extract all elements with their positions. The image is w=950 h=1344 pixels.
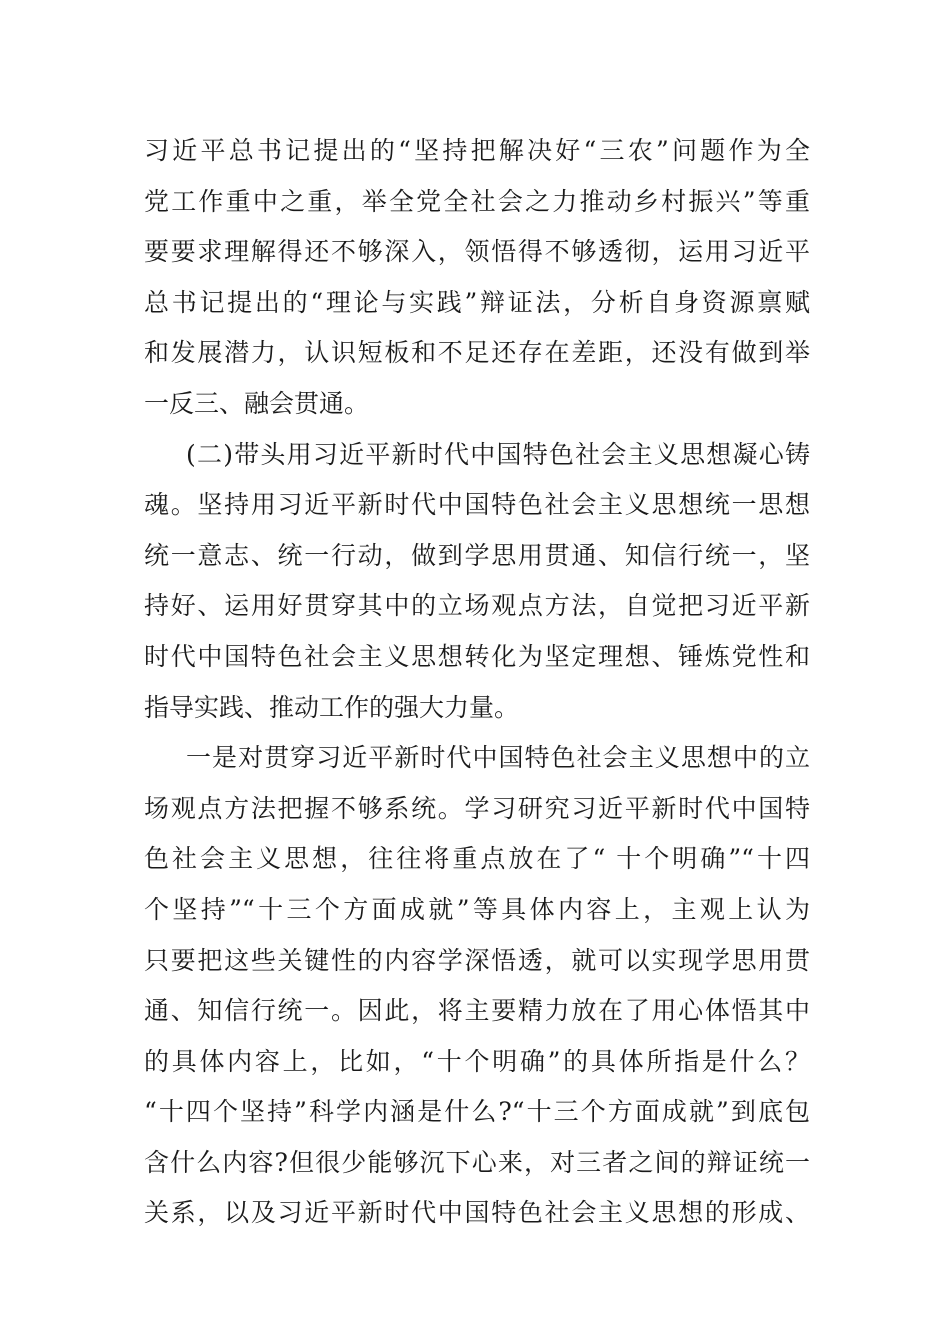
paragraph-3-first-line: 一是对贯穿习近平新时代中国特色社会主义思想中的立 xyxy=(186,743,810,773)
paragraph-3-line: 个坚持”“十三个方面成就”等具体内容上，主观上认为 xyxy=(144,894,810,924)
paragraph-3-line: 只要把这些关键性的内容学深悟透，就可以实现学思用贯 xyxy=(144,945,810,975)
paragraph-1-line: 习近平总书记提出的“坚持把解决好“三农”问题作为全 xyxy=(144,136,810,165)
paragraph-2-line: 魂。坚持用习近平新时代中国特色社会主义思想统一思想 xyxy=(144,490,810,520)
paragraph-2-line: 持好、运用好贯穿其中的立场观点方法，自觉把习近平新 xyxy=(144,591,810,621)
document-body xyxy=(144,126,810,1239)
paragraph-3-line: 关系，以及习近平新时代中国特色社会主义思想的形成、 xyxy=(144,1198,810,1228)
paragraph-3-line: 色社会主义思想，往往将重点放在了“ 十个明确”“十四 xyxy=(144,844,810,874)
paragraph-3-line: “十四个坚持”科学内涵是什么?“十三个方面成就”到底包 xyxy=(144,1097,810,1127)
paragraph-3-line: 含什么内容?但很少能够沉下心来，对三者之间的辩证统一 xyxy=(144,1147,810,1177)
paragraph-1-line: 要要求理解得还不够深入，领悟得不够透彻，运用习近平 xyxy=(144,237,810,267)
paragraph-1-line: 和发展潜力，认识短板和不足还存在差距，还没有做到举 xyxy=(144,338,810,368)
paragraph-3 xyxy=(144,733,810,1239)
paragraph-3-line: 场观点方法把握不够系统。学习研究习近平新时代中国特 xyxy=(144,793,810,823)
paragraph-2 xyxy=(144,430,810,734)
paragraph-2-heading-line: (二)带头用习近平新时代中国特色社会主义思想凝心铸 xyxy=(186,439,810,469)
paragraph-1-line: 一反三、融会贯通。 xyxy=(144,388,370,418)
paragraph-2-line: 统一意志、统一行动，做到学思用贯通、知信行统一，坚 xyxy=(144,540,810,570)
paragraph-1-line: 党工作重中之重，举全党全社会之力推动乡村振兴”等重 xyxy=(144,186,810,216)
paragraph-2-line: 时代中国特色社会主义思想转化为坚定理想、锤炼党性和 xyxy=(144,641,810,671)
paragraph-1 xyxy=(144,126,810,430)
paragraph-2-line: 指导实践、推动工作的强大力量。 xyxy=(144,692,520,722)
paragraph-1-line: 总书记提出的“理论与实践”辩证法，分析自身资源禀赋 xyxy=(144,287,810,317)
paragraph-3-line: 通、知信行统一。因此，将主要精力放在了用心体悟其中 xyxy=(144,996,810,1026)
paragraph-3-line: 的具体内容上，比如，“十个明确”的具体所指是什么？ xyxy=(144,1046,810,1076)
